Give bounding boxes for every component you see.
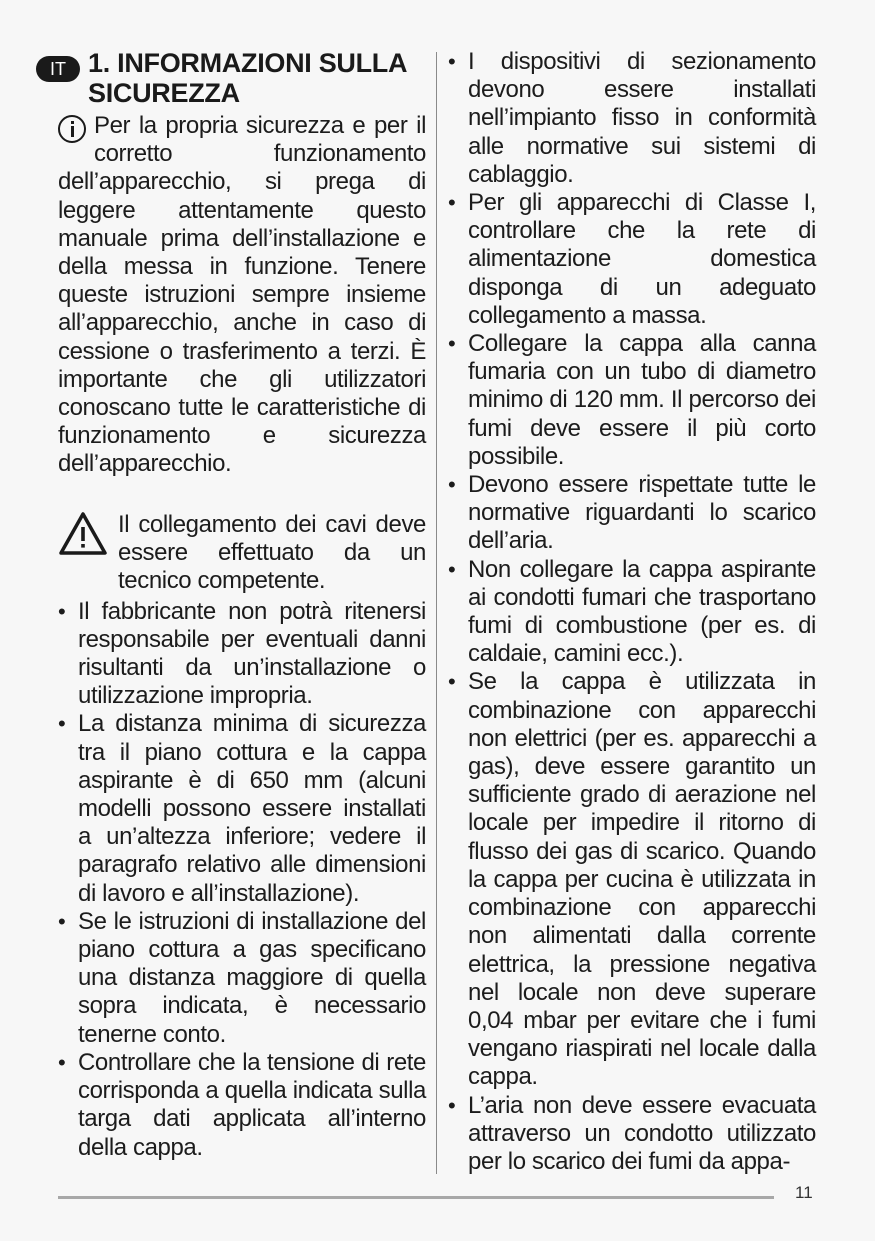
warning-text: Il collegamento dei cavi deve essere effettuato da un tecnico competente. (118, 510, 426, 595)
intro-paragraph: Per la propria sicurezza e per il corretto funzionamento dell’apparecchio, si prega di leggere attentamente questo manuale prima dell’installazione e della messa in funzione. Tenere queste istruzioni sempre insieme all’apparecchio, anche in caso di cessione o trasferimento a terzi. È importante che gli utilizzatori conoscano tutte le caratteristiche di funzionamento e sicurezza dell’apparecchio. (58, 112, 426, 478)
list-item: • I dispositivi di sezionamento devono essere installati nell’impianto fisso in conformità alle normative sui sistemi di cablaggio. (448, 48, 816, 189)
right-column (448, 48, 816, 1176)
left-bullet-list (58, 598, 426, 1162)
list-item: • L’aria non deve essere evacuata attraverso un condotto utilizzato per lo scarico dei fumi da appa- (448, 1092, 816, 1177)
info-icon (58, 115, 86, 143)
left-column (50, 48, 426, 1162)
list-item: • Per gli apparecchi di Classe I, controllare che la rete di alimentazione domestica disponga di un adeguato collegamento a massa. (448, 189, 816, 330)
column-divider (436, 52, 437, 1174)
list-item: • Se la cappa è utilizzata in combinazione con apparecchi non elettrici (per es. apparecchi a gas), deve essere garantito un sufficiente grado di aerazione nel locale per impedire il ritorno di flusso dei gas di scarico. Quando la cappa per cucina è utilizzata in combinazione con apparecchi non alimentati dalla corrente elettrica, la pressione negativa nel locale non deve superare 0,04 mbar per evitare che i fumi vengano riaspirati nel locale dalla cappa. (448, 668, 816, 1091)
section-header (50, 48, 426, 112)
list-item: • Se le istruzioni di installazione del piano cottura a gas specificano una distanza maggiore di quella sopra indicata, è necessario tenerne conto. (58, 908, 426, 1049)
warning-block (58, 511, 426, 598)
section-title: 1. INFORMAZIONI SULLA SICUREZZA (88, 48, 407, 108)
list-item: • Collegare la cappa alla canna fumaria con un tubo di diametro minimo di 120 mm. Il percorso dei fumi deve essere il più corto possibile. (448, 330, 816, 471)
footer-rule (58, 1196, 774, 1199)
intro-block (58, 112, 426, 479)
language-badge: IT (36, 56, 80, 82)
list-item: • La distanza minima di sicurezza tra il piano cottura e la cappa aspirante è di 650 mm (alcuni modelli possono essere installati a un’altezza inferiore; vedere il paragrafo relativo alle dimensioni di lavoro e all’installazione). (58, 710, 426, 907)
right-bullet-list (448, 48, 816, 1176)
list-item: • Non collegare la cappa aspirante ai condotti fumari che trasportano fumi di combustione (per es. di caldaie, camini ecc.). (448, 556, 816, 669)
warning-icon (58, 511, 108, 557)
page-number: 11 (795, 1183, 813, 1202)
list-item: • Il fabbricante non potrà ritenersi responsabile per eventuali danni risultanti da un’installazione o utilizzazione impropria. (58, 598, 426, 711)
list-item: • Devono essere rispettate tutte le normative riguardanti lo scarico dell’aria. (448, 471, 816, 556)
list-item: • Controllare che la tensione di rete corrisponda a quella indicata sulla targa dati applicata all’interno della cappa. (58, 1049, 426, 1162)
